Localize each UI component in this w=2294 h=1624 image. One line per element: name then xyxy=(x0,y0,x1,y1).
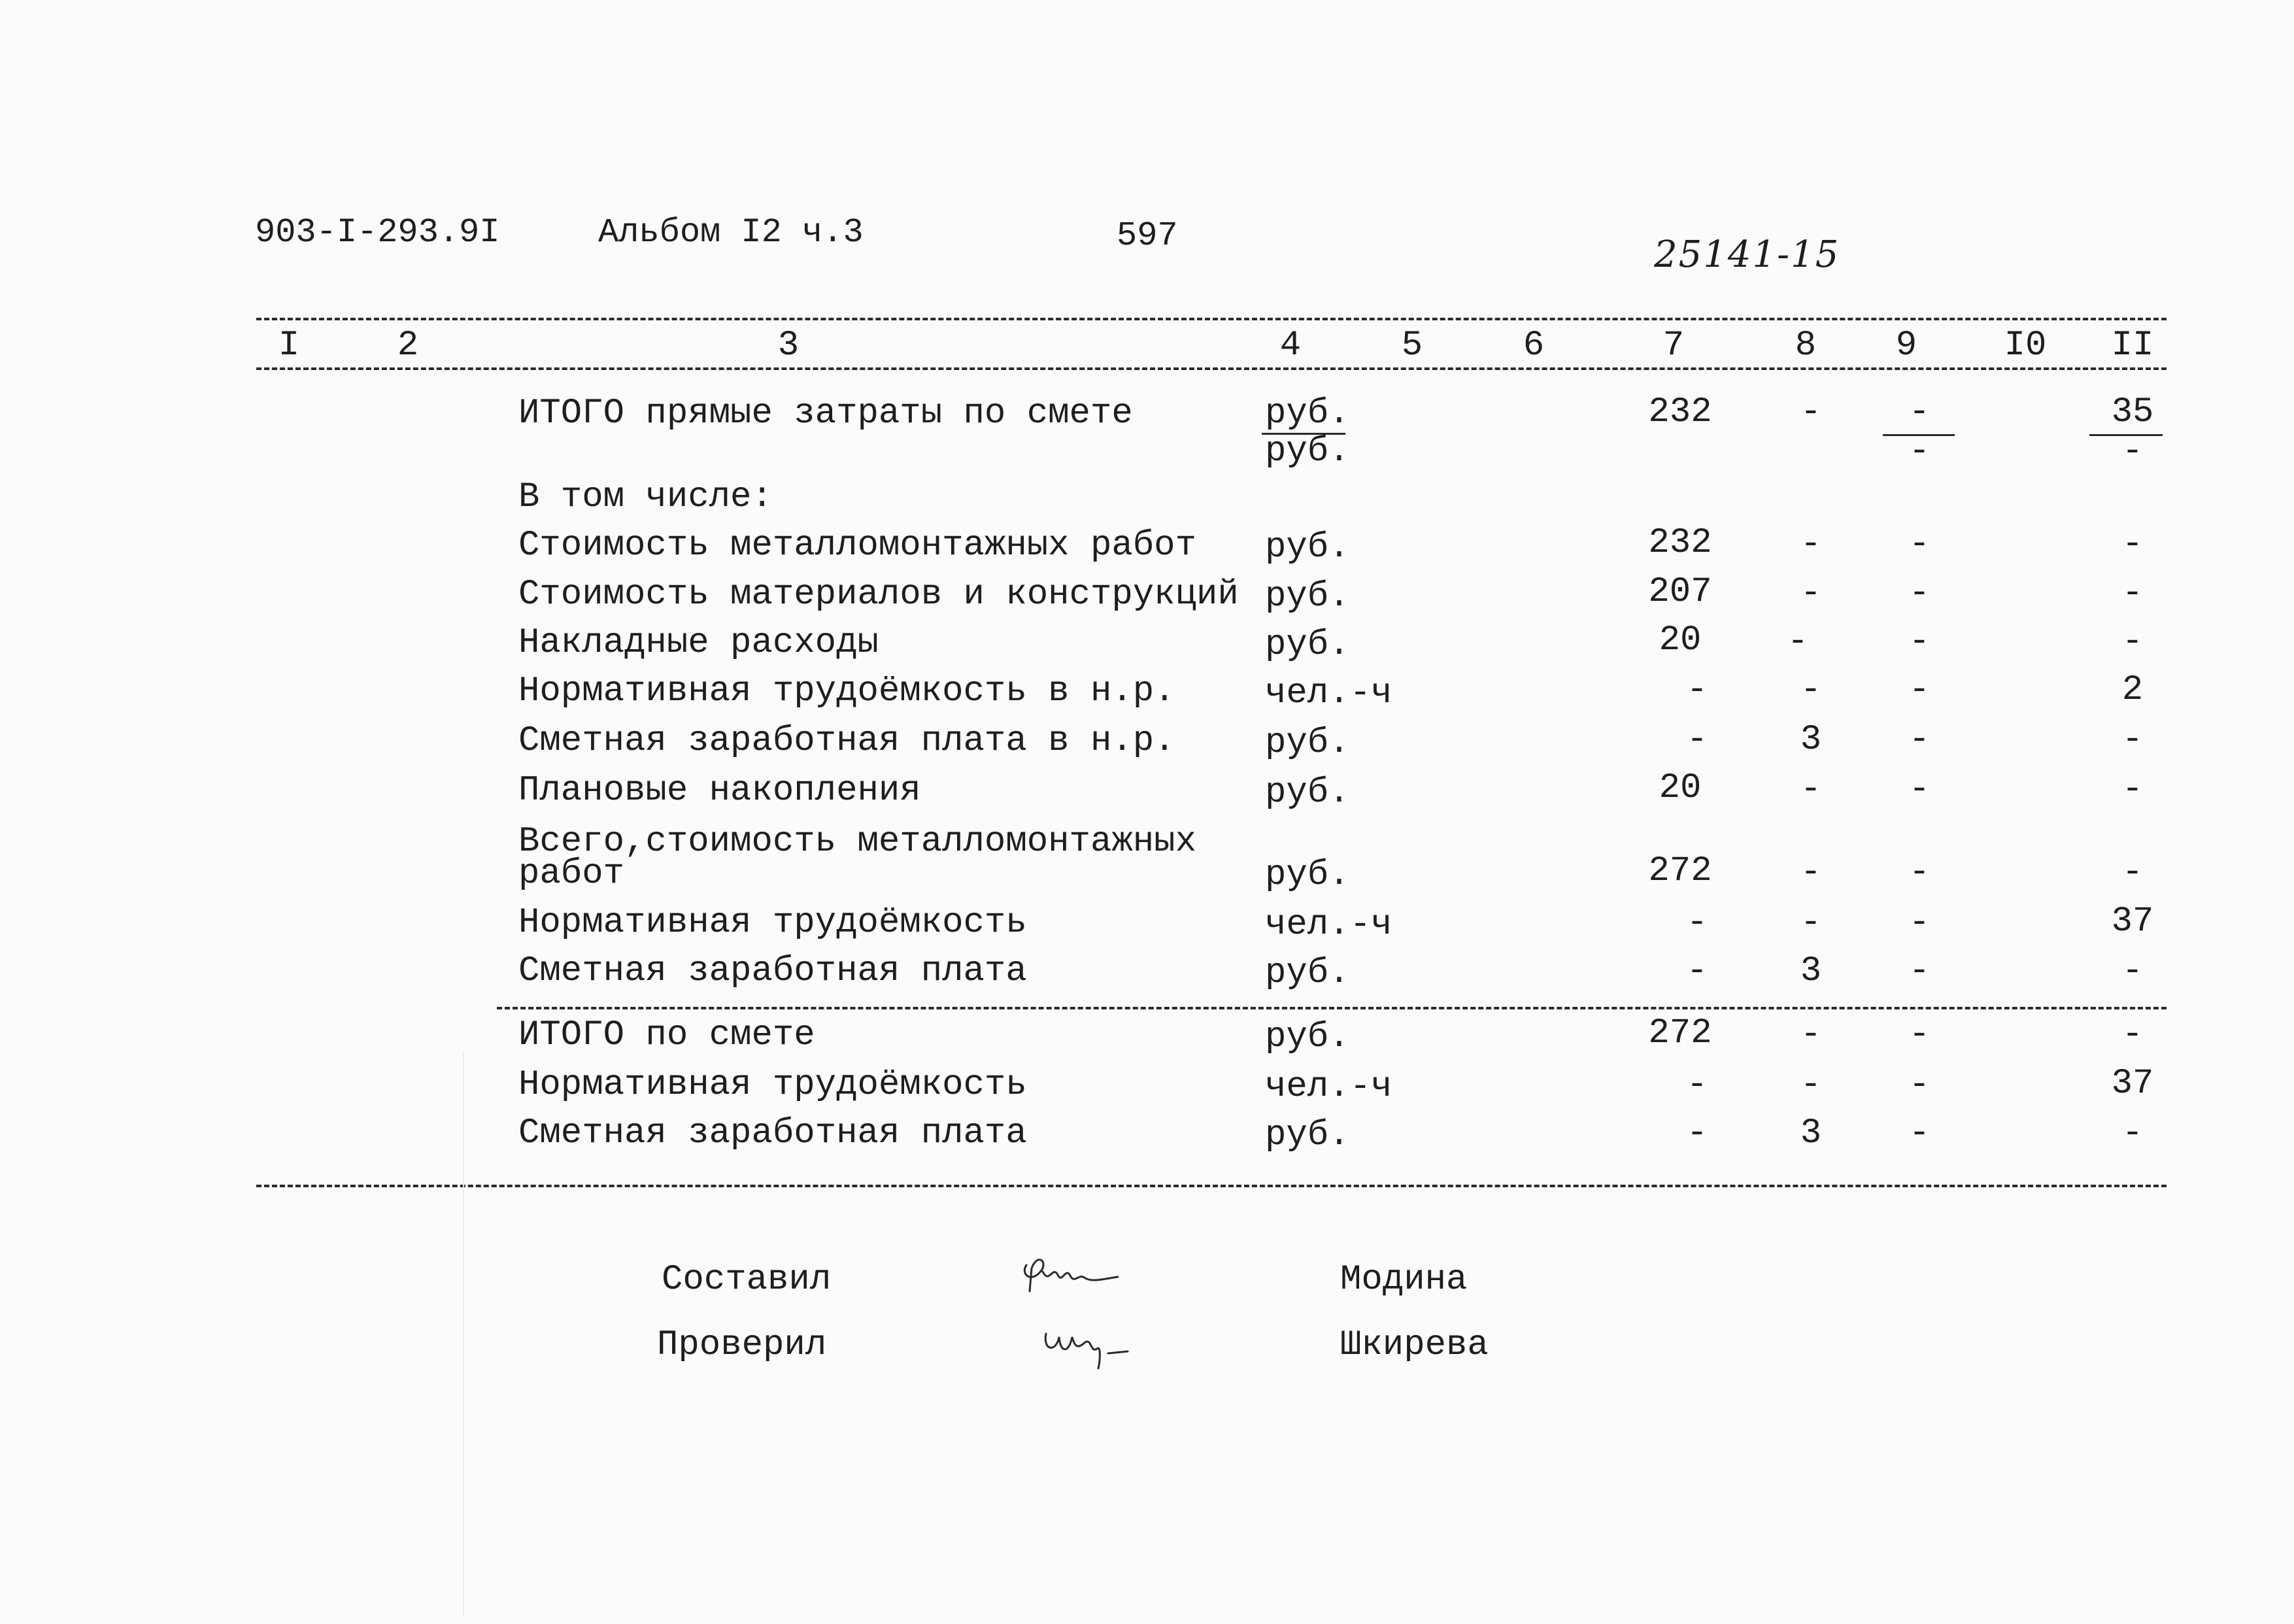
row-col8: - xyxy=(1800,853,1822,892)
row-label: Сметная заработная плата в н.р. xyxy=(518,721,1175,761)
grand-total-col11: - xyxy=(2121,1015,2144,1055)
row-unit: руб. xyxy=(1265,773,1350,813)
row-col7: - xyxy=(1686,720,1708,760)
table-top-rule xyxy=(256,318,2167,320)
grand-total-col8: - xyxy=(1800,1015,1822,1055)
total-wage-col8: 3 xyxy=(1800,1113,1822,1153)
total-labor-col8: - xyxy=(1800,1065,1822,1105)
compiled-by-name: Модина xyxy=(1340,1260,1468,1300)
row-col11: - xyxy=(2121,770,2144,809)
column-header-2: 2 xyxy=(397,326,419,365)
row-label: Стоимость металломонтажных работ xyxy=(518,526,1196,566)
row-col8: - xyxy=(1800,770,1822,809)
row-col11: 37 xyxy=(2111,902,2154,941)
row-col9: - xyxy=(1908,524,1931,564)
total-labor-col11: 37 xyxy=(2111,1064,2154,1104)
row-col11: - xyxy=(2121,720,2144,760)
row-unit: руб. xyxy=(1265,625,1350,665)
column-header-4: 4 xyxy=(1279,326,1302,365)
row-unit: руб. xyxy=(1265,723,1350,763)
row-col11: - xyxy=(2121,853,2144,892)
row-col11: - xyxy=(2121,573,2144,613)
row-col8: - xyxy=(1800,903,1822,943)
row-label-line1: Всего,стоимость металломонтажных xyxy=(518,822,1196,862)
total-direct-col11-top: 35 xyxy=(2111,392,2154,432)
row-unit: чел.-ч xyxy=(1265,673,1392,713)
total-direct-col9-bottom: - xyxy=(1908,431,1931,471)
row-label: Плановые накопления xyxy=(518,771,921,811)
total-wage-col11: - xyxy=(2121,1113,2144,1153)
row-col9: - xyxy=(1908,903,1931,943)
total-wage-col9: - xyxy=(1908,1113,1931,1153)
total-labor-col7: - xyxy=(1686,1065,1708,1105)
checked-signature xyxy=(1039,1317,1157,1376)
column-header-3: 3 xyxy=(777,326,800,365)
row-label: Нормативная трудоёмкость xyxy=(518,903,1027,943)
row-col11: - xyxy=(2121,622,2144,662)
grand-total-col7: 272 xyxy=(1648,1013,1712,1053)
total-labor-col9: - xyxy=(1908,1065,1931,1105)
checked-by-name: Шкирева xyxy=(1340,1325,1489,1365)
row-label: Накладные расходы xyxy=(518,623,879,663)
row-label: Стоимость материалов и конструкций xyxy=(518,575,1239,615)
row-label: Нормативная трудоёмкость в н.р. xyxy=(518,671,1175,711)
total-labor-label: Нормативная трудоёмкость xyxy=(518,1065,1027,1105)
column-header-8: 8 xyxy=(1795,326,1817,365)
row-col9: - xyxy=(1908,951,1931,991)
total-wage-col7: - xyxy=(1686,1113,1708,1153)
totals-divider xyxy=(497,1007,2167,1009)
row-col8: - xyxy=(1800,573,1822,613)
column-header-9: 9 xyxy=(1895,326,1917,365)
row-label-line2: работ xyxy=(518,854,625,894)
row-label: Сметная заработная плата xyxy=(518,951,1027,991)
row-col8: - xyxy=(1800,524,1822,564)
row-col9: - xyxy=(1908,622,1931,662)
total-wage-label: Сметная заработная плата xyxy=(518,1113,1027,1153)
total-direct-col9-top: - xyxy=(1908,392,1931,432)
row-col7: 272 xyxy=(1648,851,1712,891)
document-code: 903-I-293.9I xyxy=(255,213,500,252)
row-col8: 3 xyxy=(1800,951,1822,991)
table-bottom-rule xyxy=(256,1185,2167,1187)
page-number: 597 xyxy=(1117,216,1178,255)
total-labor-unit: чел.-ч xyxy=(1265,1067,1392,1107)
row-col7: 207 xyxy=(1648,572,1712,612)
row-unit: чел.-ч xyxy=(1265,905,1392,945)
total-direct-unit-bottom: руб. xyxy=(1265,431,1350,471)
compiled-signature xyxy=(1013,1245,1144,1304)
row-unit: руб. xyxy=(1265,577,1350,617)
row-col7: - xyxy=(1686,903,1708,943)
total-direct-label: ИТОГО прямые затраты по смете xyxy=(518,394,1133,433)
row-col8: - xyxy=(1800,670,1822,710)
row-col9: - xyxy=(1908,670,1931,710)
column-header-6: 6 xyxy=(1523,326,1545,365)
album-reference: Альбом I2 ч.3 xyxy=(598,213,864,252)
column-header-rule xyxy=(256,367,2167,370)
column-header-7: 7 xyxy=(1662,326,1685,365)
row-col8: - xyxy=(1787,622,1809,662)
row-col11: 2 xyxy=(2121,670,2144,710)
grand-total-unit: руб. xyxy=(1265,1017,1350,1057)
total-direct-col11-bottom: - xyxy=(2121,431,2144,471)
total-direct-unit-top: руб. xyxy=(1265,394,1350,433)
column-header-5: 5 xyxy=(1401,326,1423,365)
row-col9: - xyxy=(1908,720,1931,760)
row-col8: 3 xyxy=(1800,720,1822,760)
row-col7: - xyxy=(1686,951,1708,991)
row-col9: - xyxy=(1908,573,1931,613)
row-col11: - xyxy=(2121,524,2144,564)
inventory-number: 25141-15 xyxy=(1654,233,1840,276)
column-header-1: I xyxy=(278,326,300,365)
row-col7: - xyxy=(1686,670,1708,710)
column-header-10: I0 xyxy=(2004,326,2047,365)
row-col9: - xyxy=(1908,770,1931,809)
section-caption: В том числе: xyxy=(518,477,773,517)
total-direct-col7: 232 xyxy=(1648,392,1712,432)
row-unit: руб. xyxy=(1265,528,1350,567)
scan-artifact-line xyxy=(463,1053,464,1615)
row-col7: 20 xyxy=(1659,768,1702,808)
row-col9: - xyxy=(1908,853,1931,892)
total-direct-col8: - xyxy=(1800,392,1822,432)
grand-total-col9: - xyxy=(1908,1015,1931,1055)
column-header-11: II xyxy=(2111,326,2154,365)
row-col7: 20 xyxy=(1659,620,1702,660)
total-wage-unit: руб. xyxy=(1265,1115,1350,1155)
grand-total-label: ИТОГО по смете xyxy=(518,1015,815,1055)
row-col11: - xyxy=(2121,951,2144,991)
row-unit: руб. xyxy=(1265,953,1350,993)
compiled-by-label: Составил xyxy=(662,1260,832,1300)
checked-by-label: Проверил xyxy=(657,1325,827,1365)
row-unit: руб. xyxy=(1265,855,1350,895)
row-col7: 232 xyxy=(1648,523,1712,563)
